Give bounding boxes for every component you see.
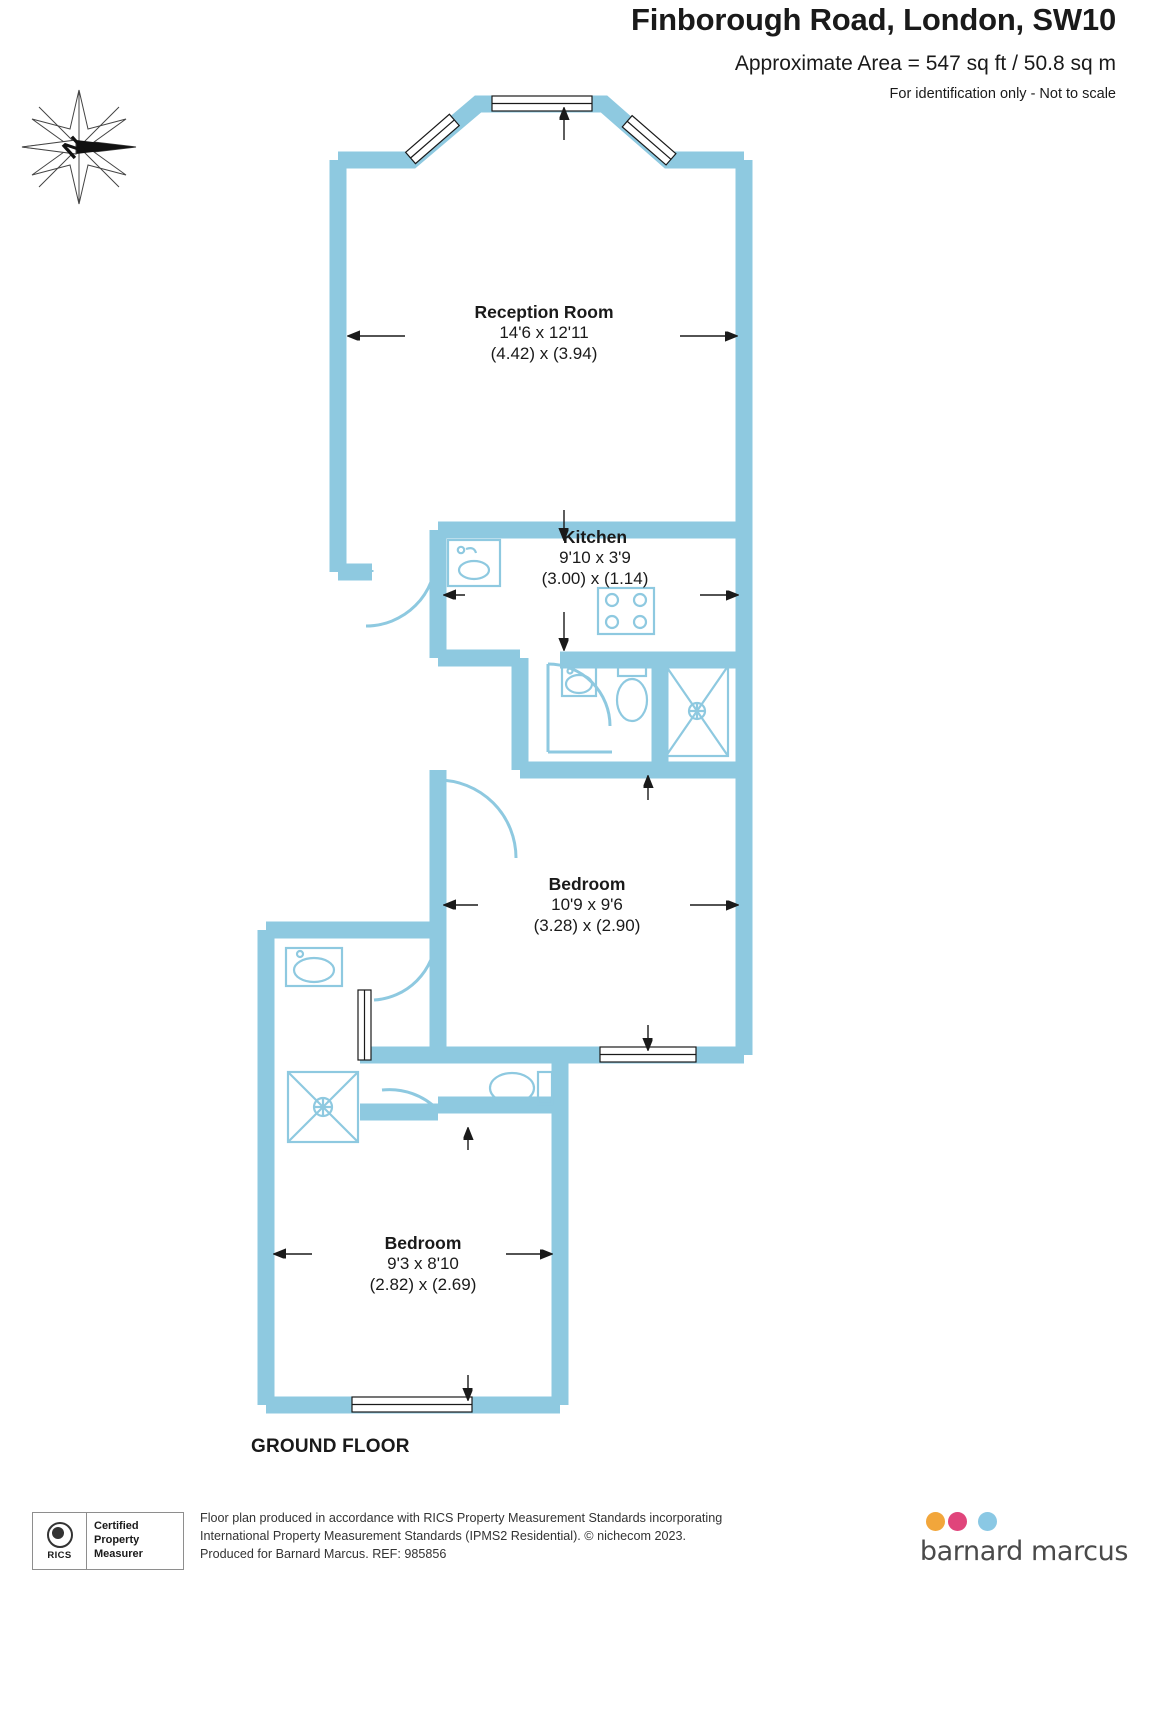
room-label-bedroom-1 — [462, 874, 712, 937]
rics-line-1: Certified — [94, 1520, 139, 1533]
door-reception — [366, 556, 436, 626]
room-dimensions-imperial: 10'9 x 9'6 — [551, 895, 623, 915]
walls — [266, 104, 744, 1405]
room-dimensions-metric: (3.00) x (1.14) — [541, 569, 649, 589]
room-name: Kitchen — [562, 527, 628, 547]
bathroom-left-fixtures — [286, 948, 358, 1142]
room-dimensions-imperial: 9'3 x 8'10 — [387, 1254, 459, 1274]
door-bathroom-left — [374, 938, 436, 1000]
rics-line-3: Measurer — [94, 1547, 143, 1560]
rics-mark-label: RICS — [47, 1549, 72, 1561]
room-dimensions-metric: (2.82) x (2.69) — [369, 1275, 477, 1295]
rics-certified-text — [87, 1520, 143, 1561]
barnard-marcus-logo — [868, 1510, 1128, 1580]
room-name: Reception Room — [474, 302, 614, 322]
brand-dot-1 — [926, 1512, 945, 1531]
brand-dot-2 — [948, 1512, 967, 1531]
identification-disclaimer: For identification only - Not to scale — [889, 86, 1116, 102]
room-dimensions-metric: (4.42) x (3.94) — [490, 344, 598, 364]
floor-label: GROUND FLOOR — [251, 1436, 410, 1457]
bathroom-upper-fixtures — [562, 664, 728, 756]
hob-icon — [598, 588, 654, 634]
room-label-reception — [404, 302, 684, 365]
brand-dot-3 — [978, 1512, 997, 1531]
plan-footer — [0, 1490, 1152, 1610]
room-dimensions-imperial: 14'6 x 12'11 — [499, 323, 589, 343]
room-label-bedroom-2 — [298, 1233, 548, 1296]
room-label-kitchen — [480, 527, 710, 590]
brand-name: barnard marcus — [919, 1536, 1128, 1567]
room-name: Bedroom — [384, 1233, 462, 1253]
brand-dots-icon — [926, 1512, 1046, 1534]
room-name: Bedroom — [548, 874, 626, 894]
door-bedroom-1 — [438, 780, 516, 858]
footer-standards-text — [200, 1510, 780, 1564]
doors — [366, 556, 612, 1110]
rics-line-2: Property — [94, 1534, 140, 1547]
footer-text-line-1: Floor plan produced in accordance with RICS Property Measurement Standards incorporating — [200, 1511, 723, 1525]
rics-certified-badge — [32, 1512, 184, 1570]
wc-pan-icon — [617, 679, 647, 721]
room-dimensions-imperial: 9'10 x 3'9 — [559, 548, 631, 568]
page-title: Finborough Road, London, SW10 — [631, 2, 1116, 37]
footer-text-line-2: International Property Measurement Standards (IPMS2 Residential). © nichecom 2023. — [200, 1528, 686, 1543]
room-dimensions-metric: (3.28) x (2.90) — [533, 916, 641, 936]
footer-text-line-3: Produced for Barnard Marcus. REF: 985856 — [200, 1546, 447, 1561]
approximate-area: Approximate Area = 547 sq ft / 50.8 sq m — [734, 52, 1116, 75]
compass-label: N — [56, 129, 91, 165]
rics-logo-icon — [33, 1513, 87, 1569]
rics-mark-icon — [47, 1522, 73, 1548]
